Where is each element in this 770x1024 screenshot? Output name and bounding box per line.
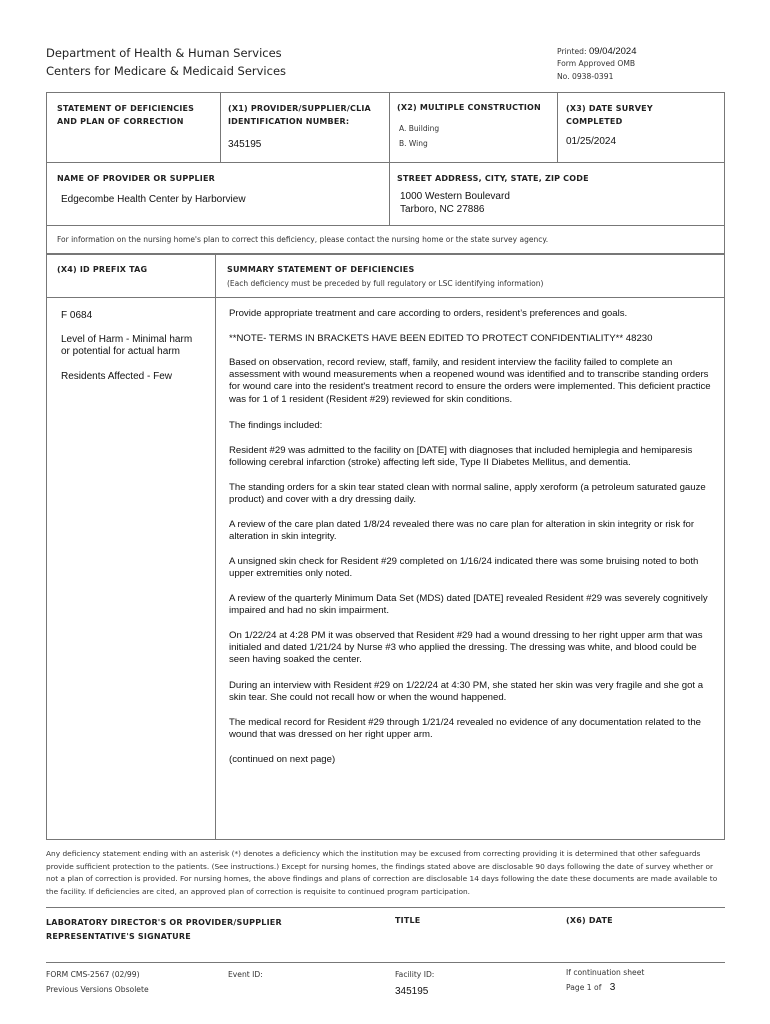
paragraph-8: A unsigned skin check for Resident #29 completed on 1/16/24 indicated there was some bruising noted to both upper extremities only noted.	[229, 556, 699, 580]
printed-label: Printed:	[557, 47, 587, 56]
continued-note: (continued on next page)	[229, 754, 336, 765]
centers-title: Centers for Medicare & Medicaid Services	[46, 64, 287, 78]
paragraph-2: **NOTE- TERMS IN BRACKETS HAVE BEEN EDITED TO PROTECT CONFIDENTIALITY** 48230	[229, 333, 653, 344]
x2-building: A. Building	[399, 124, 440, 133]
x4-label: (X4) ID PREFIX TAG	[57, 265, 148, 274]
paragraph-7: A review of the care plan dated 1/8/24 revealed there was no care plan for alteration in skin integrity or risk for alteration in skin integrity.	[229, 519, 695, 543]
paragraph-4: The findings included:	[229, 420, 323, 431]
page-indicator	[566, 982, 615, 993]
residents-affected: Residents Affected - Few	[61, 371, 172, 382]
page-total: 3	[609, 982, 616, 993]
paragraph-5: Resident #29 was admitted to the facility on [DATE] with diagnoses that included hemiplegia and hemiparesis following cerebral infarction (stroke) affecting left side, Type II Diabetes Mellitus, and dementia.	[229, 445, 693, 469]
harm-level: Level of Harm - Minimal harm or potential for actual harm	[61, 334, 193, 358]
paragraph-10: On 1/22/24 at 4:28 PM it was observed that Resident #29 had a wound dressing to her right upper arm that was initialed and dated 1/21/24 by Nurse #3 who applied the dressing. The dressing was white, and blood could be seen having soaked the center.	[229, 630, 703, 666]
printed-line	[557, 46, 637, 57]
facility-id-label: Facility ID:	[395, 970, 435, 979]
form-number: FORM CMS-2567 (02/99)	[46, 970, 140, 979]
x3-label: (X3) DATE SURVEY COMPLETED	[566, 104, 653, 126]
x3-value: 01/25/2024	[566, 136, 617, 147]
director-signature-label: LABORATORY DIRECTOR'S OR PROVIDER/SUPPLIER REPRESENTATIVE'S SIGNATURE	[46, 918, 282, 941]
paragraph-9: A review of the quarterly Minimum Data Set (MDS) dated [DATE] revealed Resident #29 was severely cognitively impaired and had no skin impairment.	[229, 593, 708, 617]
paragraph-3: Based on observation, record review, staff, family, and resident interview the facility failed to complete an assessment with wound measurements when a reopened wound was identified and to transcribe standing orders for wound care into the resident's treatment record to ensure the orders were implemented. This deficient practice was for 1 of 1 resident (Resident #29) reviewed for skin conditions.	[229, 357, 711, 405]
paragraph-12: The medical record for Resident #29 through 1/21/24 revealed no evidence of any documentation related to the wound that was dressed on her right upper arm.	[229, 717, 701, 741]
x1-value: 345195	[228, 139, 262, 150]
previous-versions: Previous Versions Obsolete	[46, 985, 149, 994]
disclaimer: Any deficiency statement ending with an asterisk (*) denotes a deficiency which the institution may be excused from correcting providing it is determined that other safeguards provide sufficient protection to the patients. (See instructions.) Except for nursing homes, the findings stated above are disclosable 90 days following the date of survey whether or not a plan of correction is provided. For nursing homes, the above findings and plans of correction are disclosable 14 days following the date these documents are made available to the facility. If deficiencies are cited, an approved plan of correction is requisite to continued program participation.	[46, 849, 718, 896]
x2-wing: B. Wing	[399, 139, 428, 148]
paragraph-1: Provide appropriate treatment and care according to orders, resident’s preferences and goals.	[229, 308, 628, 319]
provider-value: Edgecombe Health Center by Harborview	[61, 194, 246, 205]
info-line: For information on the nursing home's plan to correct this deficiency, please contact the nursing home or the state survey agency.	[57, 235, 549, 244]
omb-number: No. 0938-0391	[557, 72, 614, 81]
title-label: TITLE	[395, 916, 421, 925]
summary-sub: (Each deficiency must be preceded by full regulatory or LSC identifying information)	[227, 279, 544, 288]
paragraph-6: The standing orders for a skin tear stated clean with normal saline, apply xeroform (a petroleum saturated gauze product) and cover with a dry dressing daily.	[229, 482, 706, 506]
department-title: Department of Health & Human Services	[46, 46, 282, 60]
summary-label: SUMMARY STATEMENT OF DEFICIENCIES	[227, 265, 415, 274]
page-label: Page 1 of	[566, 983, 602, 992]
event-id-label: Event ID:	[228, 970, 263, 979]
form-approved: Form Approved OMB	[557, 59, 636, 68]
paragraph-11: During an interview with Resident #29 on 1/22/24 at 4:30 PM, she stated her skin was very fragile and she got a skin tear. She could not recall how or when the wound happened.	[229, 680, 704, 704]
facility-id-value: 345195	[395, 986, 429, 997]
provider-label: NAME OF PROVIDER OR SUPPLIER	[57, 174, 216, 183]
date-label: (X6) DATE	[566, 916, 613, 925]
tag-value: F 0684	[61, 310, 93, 321]
address-label: STREET ADDRESS, CITY, STATE, ZIP CODE	[397, 174, 589, 183]
address-line2: Tarboro, NC 27886	[400, 204, 485, 215]
continuation-label: If continuation sheet	[566, 968, 645, 977]
x1-label: (X1) PROVIDER/SUPPLIER/CLIA IDENTIFICATION NUMBER:	[228, 104, 371, 126]
statement-label: STATEMENT OF DEFICIENCIES AND PLAN OF CORRECTION	[57, 104, 195, 126]
address-line1: 1000 Western Boulevard	[400, 191, 510, 202]
x2-label: (X2) MULTIPLE CONSTRUCTION	[397, 103, 541, 112]
printed-date: 09/04/2024	[588, 46, 637, 57]
